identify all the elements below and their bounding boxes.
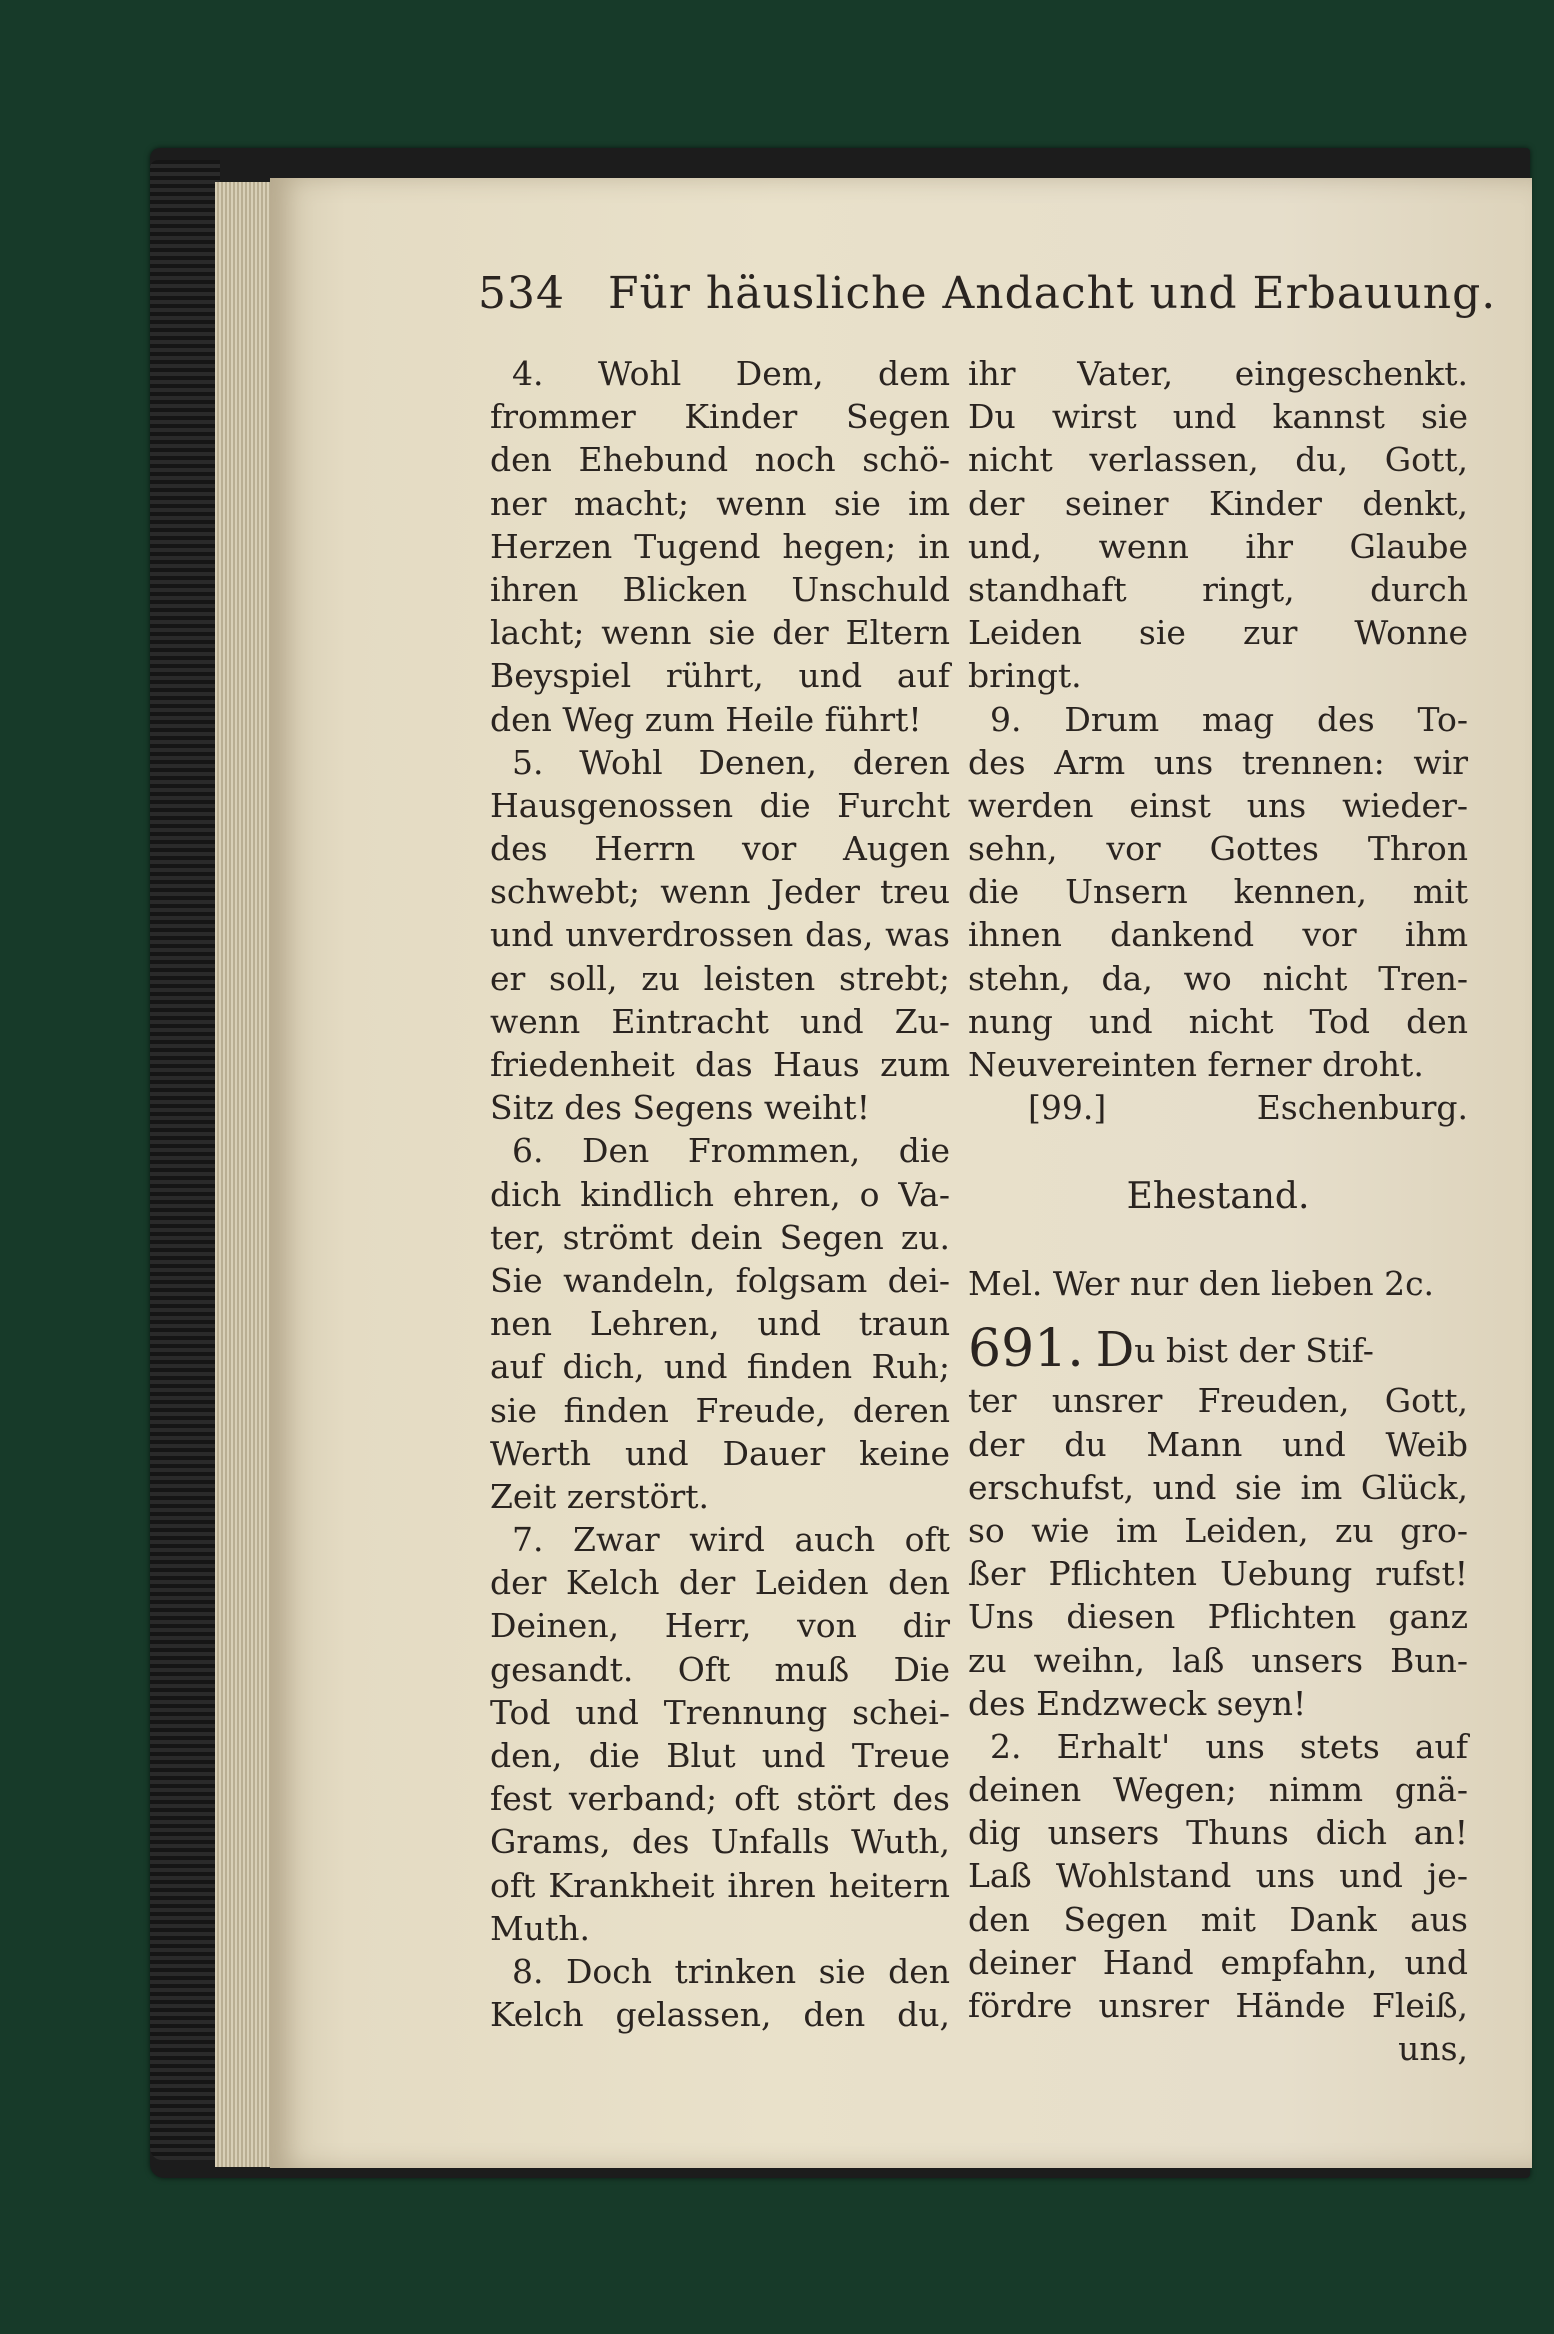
text-line: Muth. [490,1908,591,1948]
running-title: Für häusliche Andacht und Erbauung. [607,268,1497,319]
text-line: Uns diesen Pflichten ganz [968,1597,1468,1637]
text-line: Du wirst und kannst sie [968,397,1468,437]
text-line: Grams, des Unfalls Wuth, [490,1822,950,1862]
text-line: so wie im Leiden, zu gro- [968,1510,1468,1550]
text-line: Herzen Tugend hegen; in [490,526,950,566]
text-line: Tod und Trennung schei- [490,1692,950,1732]
text-line: ner macht; wenn sie im [490,483,950,523]
text-line: nung und nicht Tod den [968,1001,1468,1041]
hymn-first-line [968,1319,1468,1379]
text-line: der du Mann und Weib [968,1424,1468,1464]
text-line: nen Lehren, und traun [490,1304,950,1344]
text-line: Sitz des Segens weiht! [490,1088,870,1128]
text-line: fest verband; oft stört des [490,1779,950,1819]
drop-initial: D [1095,1322,1135,1379]
hymn-reference: [99.] [1028,1088,1107,1128]
text-line: die Unsern kennen, mit [968,872,1468,912]
text-line: Hausgenossen die Furcht [490,785,950,825]
text-line: 9. Drum mag des To- [990,699,1468,739]
text-line: werden einst uns wieder- [968,785,1468,825]
text-line: friedenheit das Haus zum [490,1045,950,1084]
text-line: 8. Doch trinken sie den [512,1951,950,1991]
text-line: Sie wandeln, folgsam dei- [490,1260,950,1300]
text-line: er soll, zu leisten strebt; [490,958,950,998]
text-line: Leiden sie zur Wonne [968,613,1468,653]
text-line: den, die Blut und Treue [490,1736,950,1775]
text-line: ihren Blicken Unschuld [490,569,950,609]
text-line: bringt. [968,656,1082,696]
text-line: gesandt. Oft muß Die [490,1649,950,1689]
text-line: und unverdrossen das, was [490,915,950,955]
text-line: nicht verlassen, du, Gott, [968,440,1468,480]
running-header [478,268,1497,319]
text-line: frommer Kinder Segen [490,397,950,437]
left-column [490,352,950,2036]
text-line: 2. Erhalt' uns stets auf [990,1726,1468,1766]
right-column [968,352,1468,2070]
text-line: 7. Zwar wird auch oft [512,1520,950,1560]
text-line: und, wenn ihr Glaube [968,526,1468,566]
text-line: Beyspiel rührt, und auf [490,656,950,696]
section-title: Ehestand. [1126,1176,1310,1218]
text-line: ter unsrer Freuden, Gott, [968,1381,1468,1421]
text-line: zu weihn, laß unsers Bun- [968,1640,1468,1680]
text-line: deinen Wegen; nimm gnä- [968,1770,1468,1810]
text-line: Werth und Dauer keine [490,1433,950,1473]
text-line: den Ehebund noch schö- [490,440,950,480]
text-line: oft Krankheit ihren heitern [490,1865,950,1905]
catchword: uns, [1398,2029,1468,2069]
author-name: Eschenburg. [1256,1088,1468,1128]
right-column-top [968,352,1468,1086]
melody-line: Mel. Wer nur den lieben 2c. [968,1264,1435,1304]
text-line: der seiner Kinder denkt, [968,483,1468,523]
attribution [968,1086,1468,1129]
text-line: ihr Vater, eingeschenkt. [968,354,1468,393]
text-line: fördre unsrer Hände Fleiß, [968,1986,1468,2025]
text-line: den Weg zum Heile führt! [490,699,922,739]
text-line: Kelch gelassen, den du, [490,1995,950,2035]
text-line: Laß Wohlstand uns und je- [968,1856,1468,1896]
text-line: sehn, vor Gottes Thron [968,829,1468,869]
text-line: sie finden Freude, deren [490,1390,950,1430]
text-line: des Arm uns trennen: wir [968,742,1468,782]
text-line: 4. Wohl Dem, dem [512,354,950,393]
text-line: lacht; wenn sie der Eltern [490,613,950,653]
text-line: deiner Hand empfahn, und [968,1942,1468,1982]
text-line: schwebt; wenn Jeder treu [490,872,950,912]
hymn-number: 691. [968,1319,1084,1380]
text-line: ter, strömt dein Segen zu. [490,1217,950,1257]
text-line: stehn, da, wo nicht Tren- [968,958,1468,998]
text-line: des Endzweck seyn! [968,1683,1307,1723]
text-line: ihnen dankend vor ihm [968,915,1468,955]
text-line: ßer Pflichten Uebung rufst! [968,1554,1468,1594]
text-line: dich kindlich ehren, o Va- [490,1174,950,1214]
text-line: dig unsers Thuns dich an! [968,1813,1468,1853]
text-line: Zeit zerstört. [490,1476,710,1516]
text-line: 5. Wohl Denen, deren [512,742,950,782]
page-number: 534 [478,268,565,319]
text-line: 6. Den Frommen, die [512,1131,950,1171]
text-line: auf dich, und finden Ruh; [490,1347,950,1387]
text-line: des Herrn vor Augen [490,829,950,869]
text-line: den Segen mit Dank aus [968,1899,1468,1939]
right-column-bottom [968,1379,1468,2027]
text-line: wenn Eintracht und Zu- [490,1001,950,1041]
text-line: erschufst, und sie im Glück, [968,1467,1468,1507]
text-line: der Kelch der Leiden den [490,1563,950,1603]
text-line: Deinen, Herr, von dir [490,1606,950,1646]
hymn-first-line-text: u bist der Stif- [1134,1331,1374,1371]
text-line: standhaft ringt, durch [968,569,1468,609]
text-line: Neuvereinten ferner droht. [968,1045,1424,1084]
